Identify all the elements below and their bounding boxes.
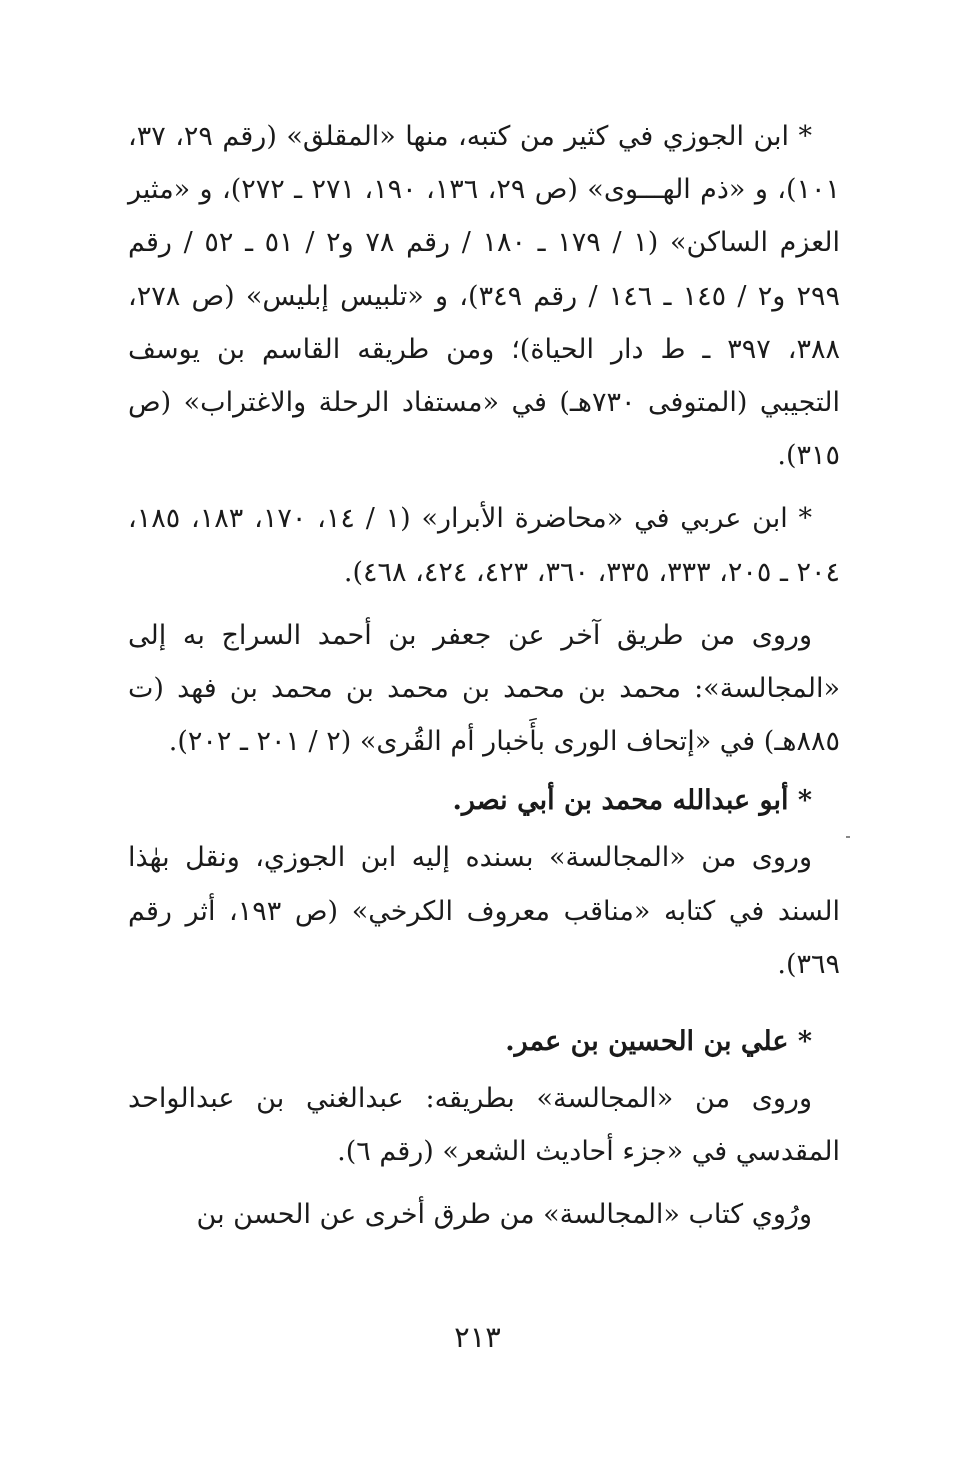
paragraph-ibn-arabi: * ابن عربي في «محاضرة الأبرار» (١ / ١٤، ١٧٠، ١٨٣، ١٨٥، ٢٠٤ ـ ٢٠٥، ٣٣٣، ٣٣٥، ٣٦٠، ٤٢٣، ٤٢٤، ٤٦٨).: [128, 503, 840, 588]
margin-mark: [846, 836, 850, 838]
spacer: [128, 991, 840, 1009]
heading-abu-abdullah: * أبو عبدالله محمد بن أبي نصر.: [452, 785, 812, 817]
page-number: ٢١٣: [454, 1320, 501, 1354]
paragraph-another-route: وروى من طريق آخر عن جعفر بن أحمد السراج به إلى «المجالسة»: محمد بن محمد بن محمد بن محمد بن فهد (ت ٨٨٥هـ) في «إتحاف الورى بأَخبار أم القُرى» (٢ / ٢٠١ ـ ٢٠٢).: [128, 619, 840, 758]
paragraph-abd-al-ghani: وروى من «المجالسة» بطريقه: عبدالغني بن عبدالواحد المقدسي في «جزء أحاديث الشعر» (رقم ٦).: [128, 1083, 840, 1168]
paragraph-manaqib-maruf: وروى من «المجالسة» بسنده إليه ابن الجوزي، ونقل بهٰذا السند في كتابه «مناقب معروف الكرخي» (ص ١٩٣، أثر رقم ٣٦٩).: [128, 842, 840, 980]
heading-ali-bin-al-husayn: * علي بن الحسين بن عمر.: [505, 1026, 812, 1058]
page-body: [128, 110, 840, 1242]
paragraph-continued: ورُوي كتاب «المجالسة» من طرق أخرى عن الحسن بن: [196, 1199, 812, 1231]
paragraph-ibn-al-jawzi: * ابن الجوزي في كثير من كتبه، منها «المقلق» (رقم ٢٩، ٣٧، ١٠١)، و «ذم الهـــوى» (ص ٢٩، ١٣٦، ١٩٠، ٢٧١ ـ ٢٧٢)، و «مثير العزم الساكن» (١ / ١٧٩ ـ ١٨٠ / رقم ٧٨ و٢ / ٥١ ـ ٥٢ / رقم ٢٩٩ و٢ / ١٤٥ ـ ١٤٦ / رقم ٣٤٩)، و «تلبيس إبليس» (ص ٢٧٨، ٣٨٨، ٣٩٧ ـ ط دار الحياة)؛ ومن طريقه القاسم بن يوسف التجيبي (المتوفى ٧٣٠هـ) في «مستفاد الرحلة والاغتراب» (ص ٣١٥).: [128, 121, 841, 472]
